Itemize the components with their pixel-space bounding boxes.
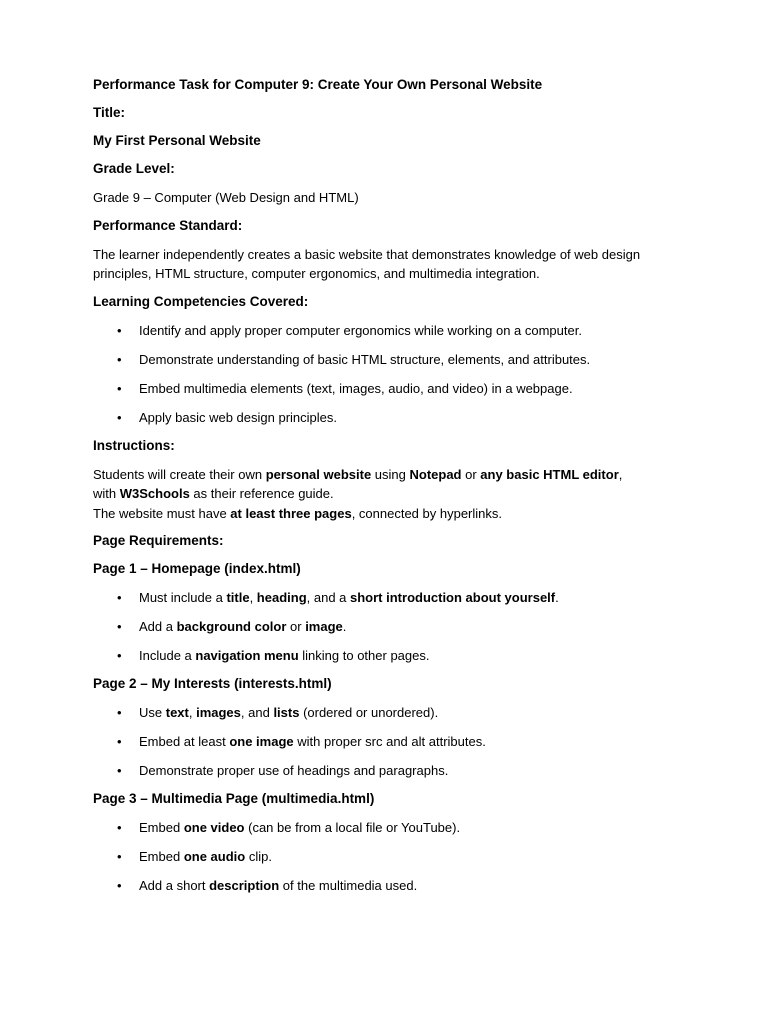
list-item: • Add a short description of the multimedia used.: [117, 878, 418, 893]
list-item: • Embed one audio clip.: [117, 849, 272, 864]
competencies-list: [93, 321, 693, 427]
page2-requirements-list: [93, 703, 693, 780]
performance-standard-text: The learner independently creates a basic website that demonstrates knowledge of web design principles, HTML structure, computer ergonomics, and multimedia integration.: [93, 246, 641, 281]
page3-requirements-list: [93, 818, 693, 895]
list-item: • Embed at least one image with proper src and alt attributes.: [117, 734, 486, 749]
list-item: • Embed multimedia elements (text, images, audio, and video) in a webpage.: [117, 380, 573, 396]
list-item: • Demonstrate understanding of basic HTML structure, elements, and attributes.: [117, 351, 591, 367]
performance-standard-heading: Performance Standard:: [93, 217, 243, 233]
bullet-icon: •: [117, 734, 122, 749]
bullet-icon: •: [117, 648, 122, 663]
bullet-icon: •: [117, 351, 122, 367]
bullet-icon: •: [117, 820, 122, 835]
page1-requirements-list: [93, 588, 693, 665]
page3-heading: Page 3 – Multimedia Page (multimedia.html): [93, 791, 375, 806]
page2-heading: Page 2 – My Interests (interests.html): [93, 676, 332, 691]
list-item: • Must include a title, heading, and a short introduction about yourself.: [117, 590, 559, 605]
title-value: My First Personal Website: [93, 133, 261, 148]
bullet-icon: •: [117, 849, 122, 864]
bullet-icon: •: [117, 705, 122, 720]
competencies-heading: Learning Competencies Covered:: [93, 293, 309, 309]
bullet-icon: •: [117, 409, 122, 425]
list-item: • Demonstrate proper use of headings and paragraphs.: [117, 763, 449, 778]
instructions-heading: Instructions:: [93, 437, 175, 453]
list-item: • Include a navigation menu linking to other pages.: [117, 648, 430, 663]
document-title: Performance Task for Computer 9: Create Your Own Personal Website: [93, 77, 543, 92]
document-page: [93, 76, 693, 905]
list-item: • Add a background color or image.: [117, 619, 347, 634]
bullet-icon: •: [117, 380, 122, 396]
bullet-icon: •: [117, 878, 122, 893]
title-heading: Title:: [93, 105, 126, 120]
bullet-icon: •: [117, 619, 122, 634]
list-item: • Apply basic web design principles.: [117, 409, 337, 425]
list-item: • Identify and apply proper computer ergonomics while working on a computer.: [117, 322, 582, 338]
bullet-icon: •: [117, 322, 122, 338]
list-item: • Use text, images, and lists (ordered or unordered).: [117, 705, 439, 720]
page1-heading: Page 1 – Homepage (index.html): [93, 561, 301, 576]
list-item: • Embed one video (can be from a local file or YouTube).: [117, 820, 461, 835]
page-requirements-heading: Page Requirements:: [93, 533, 224, 548]
bullet-icon: •: [117, 763, 122, 778]
grade-level-value: Grade 9 – Computer (Web Design and HTML): [93, 190, 359, 205]
grade-level-heading: Grade Level:: [93, 161, 175, 176]
instructions-text: Students will create their own personal website using Notepad or any basic HTML editor, with W3Schools as their reference guide. The website must have at least three pages, connected by hyperlinks.: [93, 466, 623, 521]
bullet-icon: •: [117, 590, 122, 605]
